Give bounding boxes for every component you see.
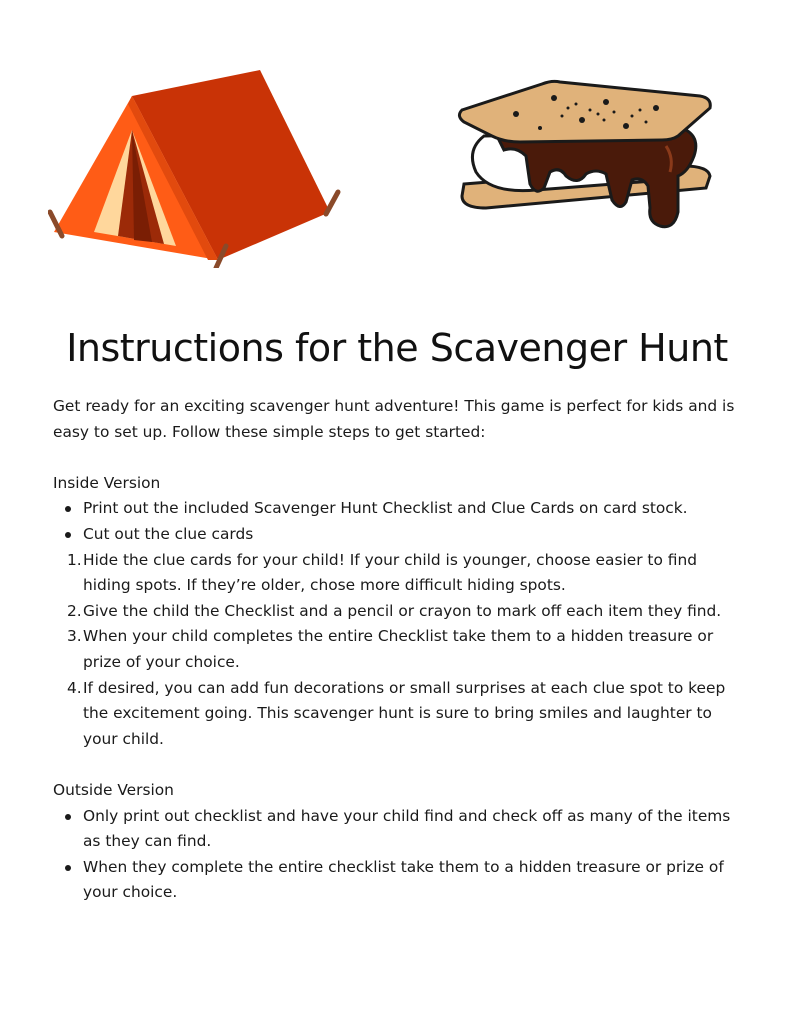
tent-illustration	[48, 64, 344, 268]
list-item	[53, 624, 743, 675]
inside-version-heading: Inside Version	[53, 473, 161, 492]
inside-bullet-list	[53, 496, 743, 547]
list-item	[53, 599, 743, 625]
step-text: When your child completes the entire Checklist take them to a hidden treasure or prize of your choice.	[83, 627, 714, 671]
intro-paragraph: Get ready for an exciting scavenger hunt adventure! This game is perfect for kids and is easy to set up. Follow these simple steps to get started:	[53, 397, 735, 441]
step-number: 4.	[67, 678, 82, 697]
instructions-body	[53, 394, 743, 906]
list-item	[53, 548, 743, 599]
step-text: Hide the clue cards for your child! If your child is younger, choose easier to find hiding spots. If they’re older, chose more difficult hiding spots.	[83, 550, 697, 595]
list-item: When they complete the entire checklist take them to a hidden treasure or prize of your choice.	[53, 855, 743, 906]
section-spacer	[53, 752, 743, 778]
list-item: Only print out checklist and have your child find and check off as many of the items as they can find.	[53, 804, 743, 855]
outside-bullet-list	[53, 804, 743, 906]
step-text: Give the child the Checklist and a pencil or crayon to mark off each item they find.	[83, 601, 722, 620]
page-title: Instructions for the Scavenger Hunt	[66, 326, 728, 370]
step-number: 2.	[67, 601, 82, 620]
list-item: Cut out the clue cards	[53, 522, 743, 548]
list-item	[53, 676, 743, 753]
outside-version-heading: Outside Version	[53, 780, 174, 799]
smore-illustration	[456, 76, 718, 234]
step-text: If desired, you can add fun decorations or small surprises at each clue spot to keep the excitement going. This scavenger hunt is sure to bring smiles and laughter to your child.	[83, 678, 726, 748]
step-number: 1.	[67, 550, 82, 569]
step-number: 3.	[67, 627, 82, 646]
list-item: Print out the included Scavenger Hunt Checklist and Clue Cards on card stock.	[53, 496, 743, 522]
inside-steps-list	[53, 548, 743, 753]
